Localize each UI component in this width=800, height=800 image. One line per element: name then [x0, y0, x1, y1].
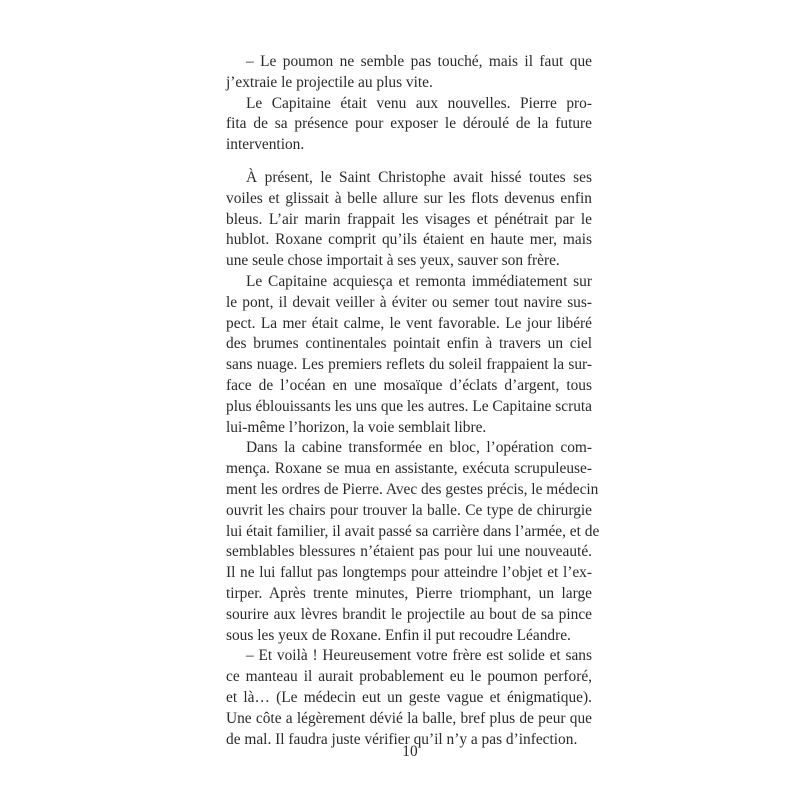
- text-line: Une côte a légèrement dévié la balle, bref plus de peur que: [226, 709, 592, 727]
- text-line: ouvrit les chairs pour trouver la balle. Ce type de chirurgie: [226, 501, 592, 519]
- text-line: hublot. Roxane comprit qu’ils étaient en haute mer, mais: [226, 231, 592, 249]
- text-line: une seule chose importait à ses yeux, sauver son frère.: [226, 252, 560, 270]
- text-line: sans nuage. Les premiers reflets du soleil frappaient la sur-: [226, 356, 592, 374]
- text-line: Le Capitaine était venu aux nouvelles. Pierre pro-: [246, 94, 592, 112]
- text-line: bleus. L’air marin frappait les visages et pénétrait par le: [226, 210, 592, 228]
- text-line: fita de sa présence pour exposer le déroulé de la future: [226, 115, 592, 133]
- text-line: tirper. Après trente minutes, Pierre triomphant, un large: [226, 584, 592, 602]
- page-number: 10: [402, 743, 418, 760]
- text-line: ce manteau il aurait probablement eu le poumon perforé,: [226, 668, 592, 686]
- text-line: – Et voilà ! Heureusement votre frère est solide et sans: [246, 647, 592, 665]
- text-block-top: [226, 52, 592, 156]
- text-line: pect. La mer était calme, le vent favorable. Le jour libéré: [226, 314, 592, 332]
- text-line: des brumes continentales pointait enfin à travers un ciel: [226, 335, 592, 353]
- text-line: Il ne lui fallut pas longtemps pour atteindre l’objet et l’ex-: [226, 564, 592, 582]
- text-line: sous les yeux de Roxane. Enfin il put recoudre Léandre.: [226, 626, 571, 644]
- text-line: plus éblouissants les uns que les autres. Le Capitaine scruta: [226, 397, 592, 415]
- text-line: lui-même l’horizon, la voie semblait libre.: [226, 418, 487, 436]
- text-line: – Le poumon ne semble pas touché, mais il faut que: [246, 53, 592, 70]
- text-line: face de l’océan en une mosaïque d’éclats d’argent, tous: [226, 376, 592, 394]
- text-line: mença. Roxane se mua en assistante, exécuta scrupuleuse-: [226, 460, 592, 478]
- text-line: À présent, le Saint Christophe avait hissé toutes ses: [246, 169, 592, 186]
- text-line: Le Capitaine acquiesça et remonta immédiatement sur: [246, 272, 592, 290]
- text-line: semblables blessures n’étaient pas pour lui une nouveauté.: [226, 543, 592, 561]
- text-line: j’extraie le projectile au plus vite.: [226, 73, 433, 91]
- text-line: sourire aux lèvres brandit le projectile au bout de sa pince: [226, 605, 592, 623]
- text-line: le pont, il devait veiller à éviter ou semer tout navire sus-: [226, 293, 592, 311]
- text-line: intervention.: [226, 136, 305, 154]
- text-line: voiles et glissait à belle allure sur les flots devenus enfin: [226, 189, 592, 207]
- text-line: Dans la cabine transformée en bloc, l’opération com-: [246, 439, 592, 457]
- text-line: de mal. Il faudra juste vérifier qu’il n’y a pas d’infection.: [226, 730, 578, 748]
- text-line: et là… (Le médecin eut un geste vague et énigmatique).: [226, 688, 592, 706]
- text-line: lui était familier, il avait passé sa carrière dans l’armée, et de: [226, 522, 600, 540]
- text-line: ment les ordres de Pierre. Avec des gestes précis, le médecin: [226, 480, 599, 498]
- text-block-bottom: [226, 168, 600, 750]
